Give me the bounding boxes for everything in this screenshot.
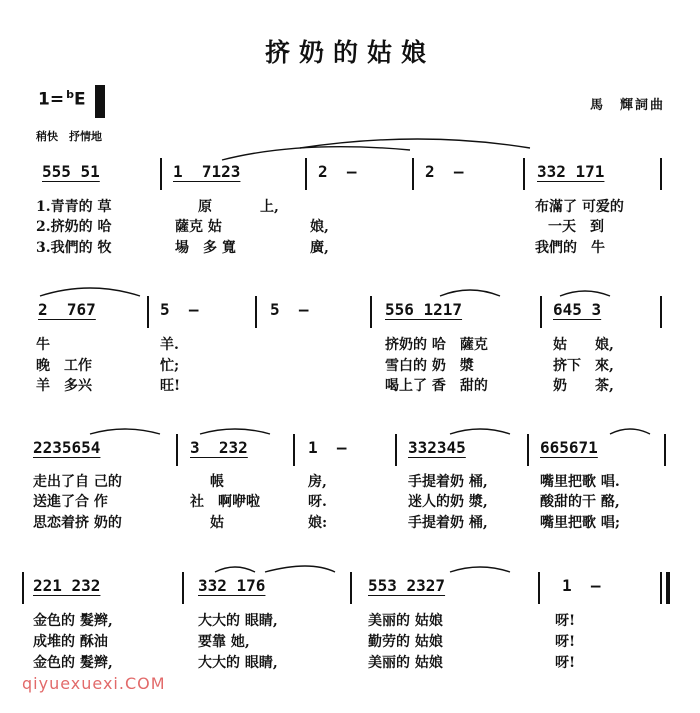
slur <box>200 429 270 434</box>
lyric-line <box>0 355 700 373</box>
lyric: 上, <box>260 199 279 215</box>
lyric: 美丽的 姑娘 <box>368 613 443 629</box>
lyric: 酸甜的干 酪, <box>540 494 620 510</box>
measure: 2235654 <box>33 438 101 457</box>
measure: 1 7123 <box>173 162 241 181</box>
lyric: 手提着奶 桶, <box>408 515 488 531</box>
lyric-line <box>0 652 700 670</box>
lyric-line <box>0 491 700 509</box>
measure: 332 171 <box>537 162 605 181</box>
lyric: 喝上了 香 甜的 <box>385 378 488 394</box>
lyric: 走出了自 己的 <box>33 474 122 490</box>
tempo-marking: 稍快 抒情地 <box>36 130 102 143</box>
lyric: 社 啊咿啦 <box>190 494 260 510</box>
lyric: 3.我們的 牧 <box>36 240 112 256</box>
measure: 332 176 <box>198 576 266 595</box>
lyric: 大大的 眼睛, <box>198 655 278 671</box>
lyric: 晚 工作 <box>36 358 92 374</box>
measure: 645 3 <box>553 300 602 319</box>
key-prefix: 1= <box>38 89 65 110</box>
lyric-line <box>0 237 700 255</box>
lyric: 要靠 她, <box>198 634 250 650</box>
measure: 5 – <box>160 300 199 319</box>
key-signature <box>38 88 104 111</box>
lyric-line <box>0 471 700 489</box>
lyric: 布滿了 可爱的 <box>535 199 624 215</box>
lyric: 場 多 寬 <box>175 240 236 256</box>
lyric-line <box>0 631 700 649</box>
slur <box>450 429 510 434</box>
notation-row-2 <box>0 300 700 324</box>
measure: 556 1217 <box>385 300 463 319</box>
notation-row-3 <box>0 438 700 462</box>
lyric: 1.青青的 草 <box>36 199 112 215</box>
lyric: 2.挤奶的 哈 <box>36 219 112 235</box>
lyric-line <box>0 334 700 352</box>
lyric: 成堆的 酥油 <box>33 634 108 650</box>
lyric: 羊 多兴 <box>36 378 92 394</box>
lyric: 牛 <box>36 337 50 353</box>
lyric: 娘: <box>308 515 328 531</box>
lyric: 嘴里把歌 唱; <box>540 515 621 531</box>
lyric: 原 <box>198 199 212 215</box>
lyric-line <box>0 196 700 214</box>
lyric-line <box>0 216 700 234</box>
slur <box>300 139 530 148</box>
flat-sign: b <box>66 88 74 101</box>
slur <box>215 567 255 572</box>
lyric: 挤下 來, <box>553 358 614 374</box>
lyric-line <box>0 512 700 530</box>
lyric: 姑 娘, <box>553 337 614 353</box>
lyric: 手提着奶 桶, <box>408 474 488 490</box>
lyric: 勤劳的 姑娘 <box>368 634 443 650</box>
notation-row-1 <box>0 162 700 186</box>
lyric: 忙; <box>160 358 180 374</box>
lyric: 一天 到 <box>548 219 604 235</box>
author-credit: 馬 輝詞曲 <box>590 98 666 113</box>
measure: 332345 <box>408 438 466 457</box>
lyric: 姑 <box>210 515 224 531</box>
lyric: 送進了合 作 <box>33 494 108 510</box>
measure: 221 232 <box>33 576 101 595</box>
measure: 2 – <box>318 162 357 181</box>
lyric-line <box>0 375 700 393</box>
measure: 1 – <box>308 438 347 457</box>
site-watermark: qiyuexuexi.COM <box>22 674 166 693</box>
measure: 1 – <box>562 576 601 595</box>
lyric: 羊. <box>160 337 179 353</box>
lyric: 雪白的 奶 漿 <box>385 358 474 374</box>
measure: 5 – <box>270 300 309 319</box>
measure: 555 51 <box>42 162 100 181</box>
lyric: 金色的 髮辫, <box>33 613 113 629</box>
song-title: 挤奶的姑娘 <box>264 38 435 67</box>
slur <box>450 567 510 572</box>
slur <box>440 290 500 296</box>
slur <box>40 288 140 296</box>
lyric: 我們的 牛 <box>535 240 605 256</box>
lyric: 房, <box>308 474 327 490</box>
lyric: 大大的 眼睛, <box>198 613 278 629</box>
slur <box>560 291 610 296</box>
measure: 3 232 <box>190 438 248 457</box>
lyric: 呀! <box>555 655 576 671</box>
lyric: 呀. <box>308 494 327 510</box>
notation-row-4 <box>0 576 700 600</box>
lyric: 迷人的奶 漿, <box>408 494 488 510</box>
measure: 2 767 <box>38 300 96 319</box>
lyric: 旺! <box>160 378 181 394</box>
lyric: 美丽的 姑娘 <box>368 655 443 671</box>
lyric: 嘴里把歌 唱. <box>540 474 620 490</box>
lyric: 思恋着挤 奶的 <box>33 515 122 531</box>
measure: 2 – <box>425 162 464 181</box>
lyric: 娘, <box>310 219 329 235</box>
lyric: 金色的 髮辫, <box>33 655 113 671</box>
lyric: 呀! <box>555 613 576 629</box>
measure: 553 2327 <box>368 576 446 595</box>
slur <box>265 566 335 572</box>
lyric: 挤奶的 哈 薩克 <box>385 337 488 353</box>
lyric: 薩克 姑 <box>175 219 222 235</box>
measure: 665671 <box>540 438 598 457</box>
lyric: 奶 茶, <box>553 378 614 394</box>
lyric: 廣, <box>310 240 329 256</box>
lyric-line <box>0 610 700 628</box>
slur <box>610 429 650 434</box>
lyric: 呀! <box>555 634 576 650</box>
time-signature <box>95 89 104 111</box>
key-note: E <box>73 89 86 110</box>
slur <box>90 429 160 434</box>
slur <box>222 147 410 160</box>
lyric: 帳 <box>210 474 224 490</box>
